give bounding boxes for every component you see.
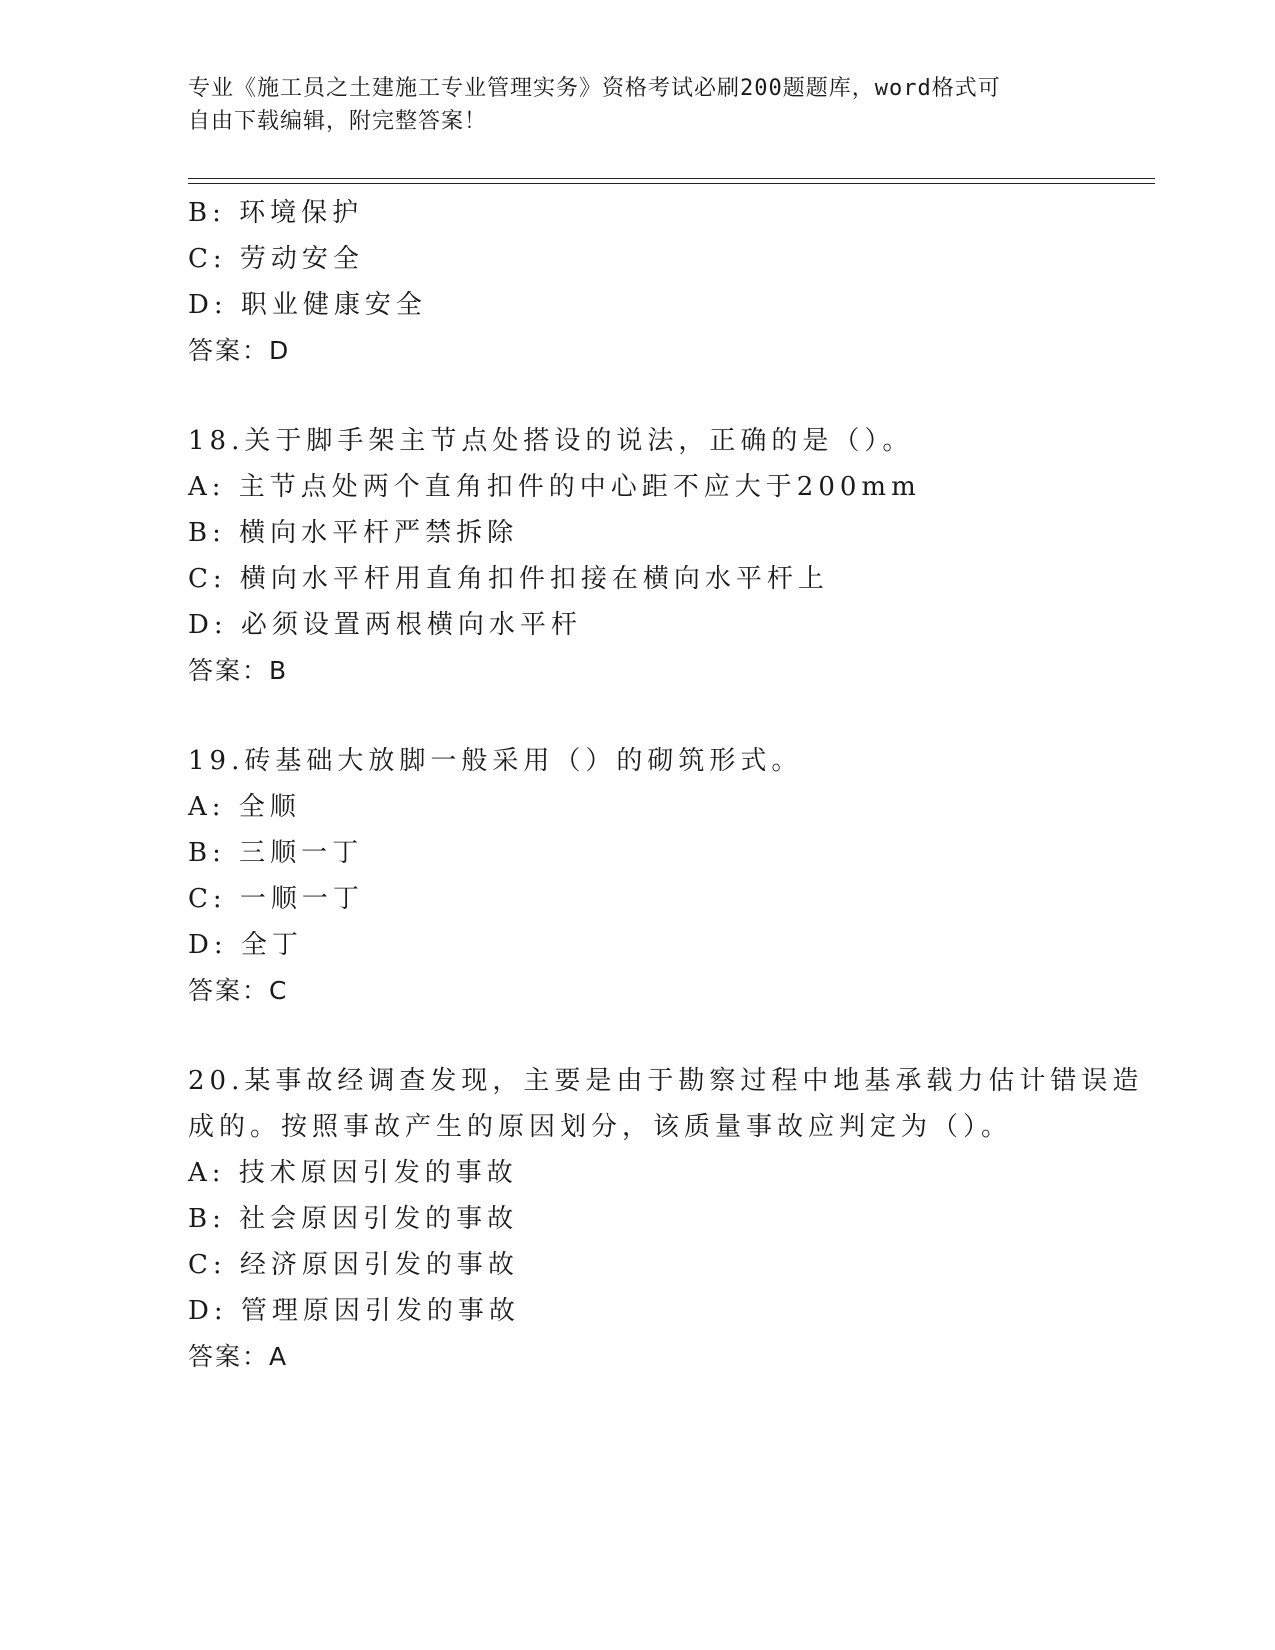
answer-line: 答案：D — [188, 336, 291, 365]
header-divider-top — [188, 178, 1155, 179]
spacer — [188, 374, 1088, 418]
header-title-line-1: 专业《施工员之土建施工专业管理实务》资格考试必刷200题题库，word格式可 — [188, 76, 1001, 101]
option-b: B: 横向水平杆严禁拆除 — [188, 518, 519, 548]
option-b: B: 三顺一丁 — [188, 838, 364, 868]
header-title-line-2: 自由下载编辑，附完整答案！ — [188, 109, 488, 134]
answer-line: 答案：A — [188, 1342, 289, 1371]
option-a: A: 主节点处两个直角扣件的中心距不应大于200mm — [188, 472, 921, 502]
option-d: D: 必须设置两根横向水平杆 — [188, 610, 582, 640]
option-a: A: 全顺 — [188, 792, 301, 822]
question-20 — [188, 1058, 1144, 1380]
option-c: C: 经济原因引发的事故 — [188, 1250, 519, 1280]
option-d: D: 全丁 — [188, 930, 303, 960]
spacer — [188, 694, 1088, 738]
option-d: D: 管理原因引发的事故 — [188, 1296, 520, 1326]
document-body — [188, 190, 1144, 1380]
question-stem-line-2: 成的。按照事故产生的原因划分，该质量事故应判定为（）。 — [188, 1112, 1013, 1142]
answer-line: 答案：B — [188, 656, 289, 685]
question-18 — [188, 418, 1088, 694]
document-header — [188, 72, 1088, 138]
option-d: D: 职业健康安全 — [188, 290, 427, 320]
question-17-continued — [188, 190, 1088, 374]
spacer — [188, 1014, 1088, 1058]
question-stem: 18.关于脚手架主节点处搭设的说法，正确的是（）。 — [188, 426, 914, 456]
header-divider-bottom — [188, 183, 1155, 184]
answer-line: 答案：C — [188, 976, 289, 1005]
question-stem-line-1: 20.某事故经调查发现，主要是由于勘察过程中地基承载力估计错误造 — [188, 1066, 1144, 1096]
question-stem: 19.砖基础大放脚一般采用（）的砌筑形式。 — [188, 746, 803, 776]
option-b: B: 社会原因引发的事故 — [188, 1204, 519, 1234]
option-b: B: 环境保护 — [188, 198, 364, 228]
question-19 — [188, 738, 1088, 1014]
option-c: C: 横向水平杆用直角扣件扣接在横向水平杆上 — [188, 564, 829, 594]
option-c: C: 劳动安全 — [188, 244, 364, 274]
option-a: A: 技术原因引发的事故 — [188, 1158, 518, 1188]
option-c: C: 一顺一丁 — [188, 884, 364, 914]
